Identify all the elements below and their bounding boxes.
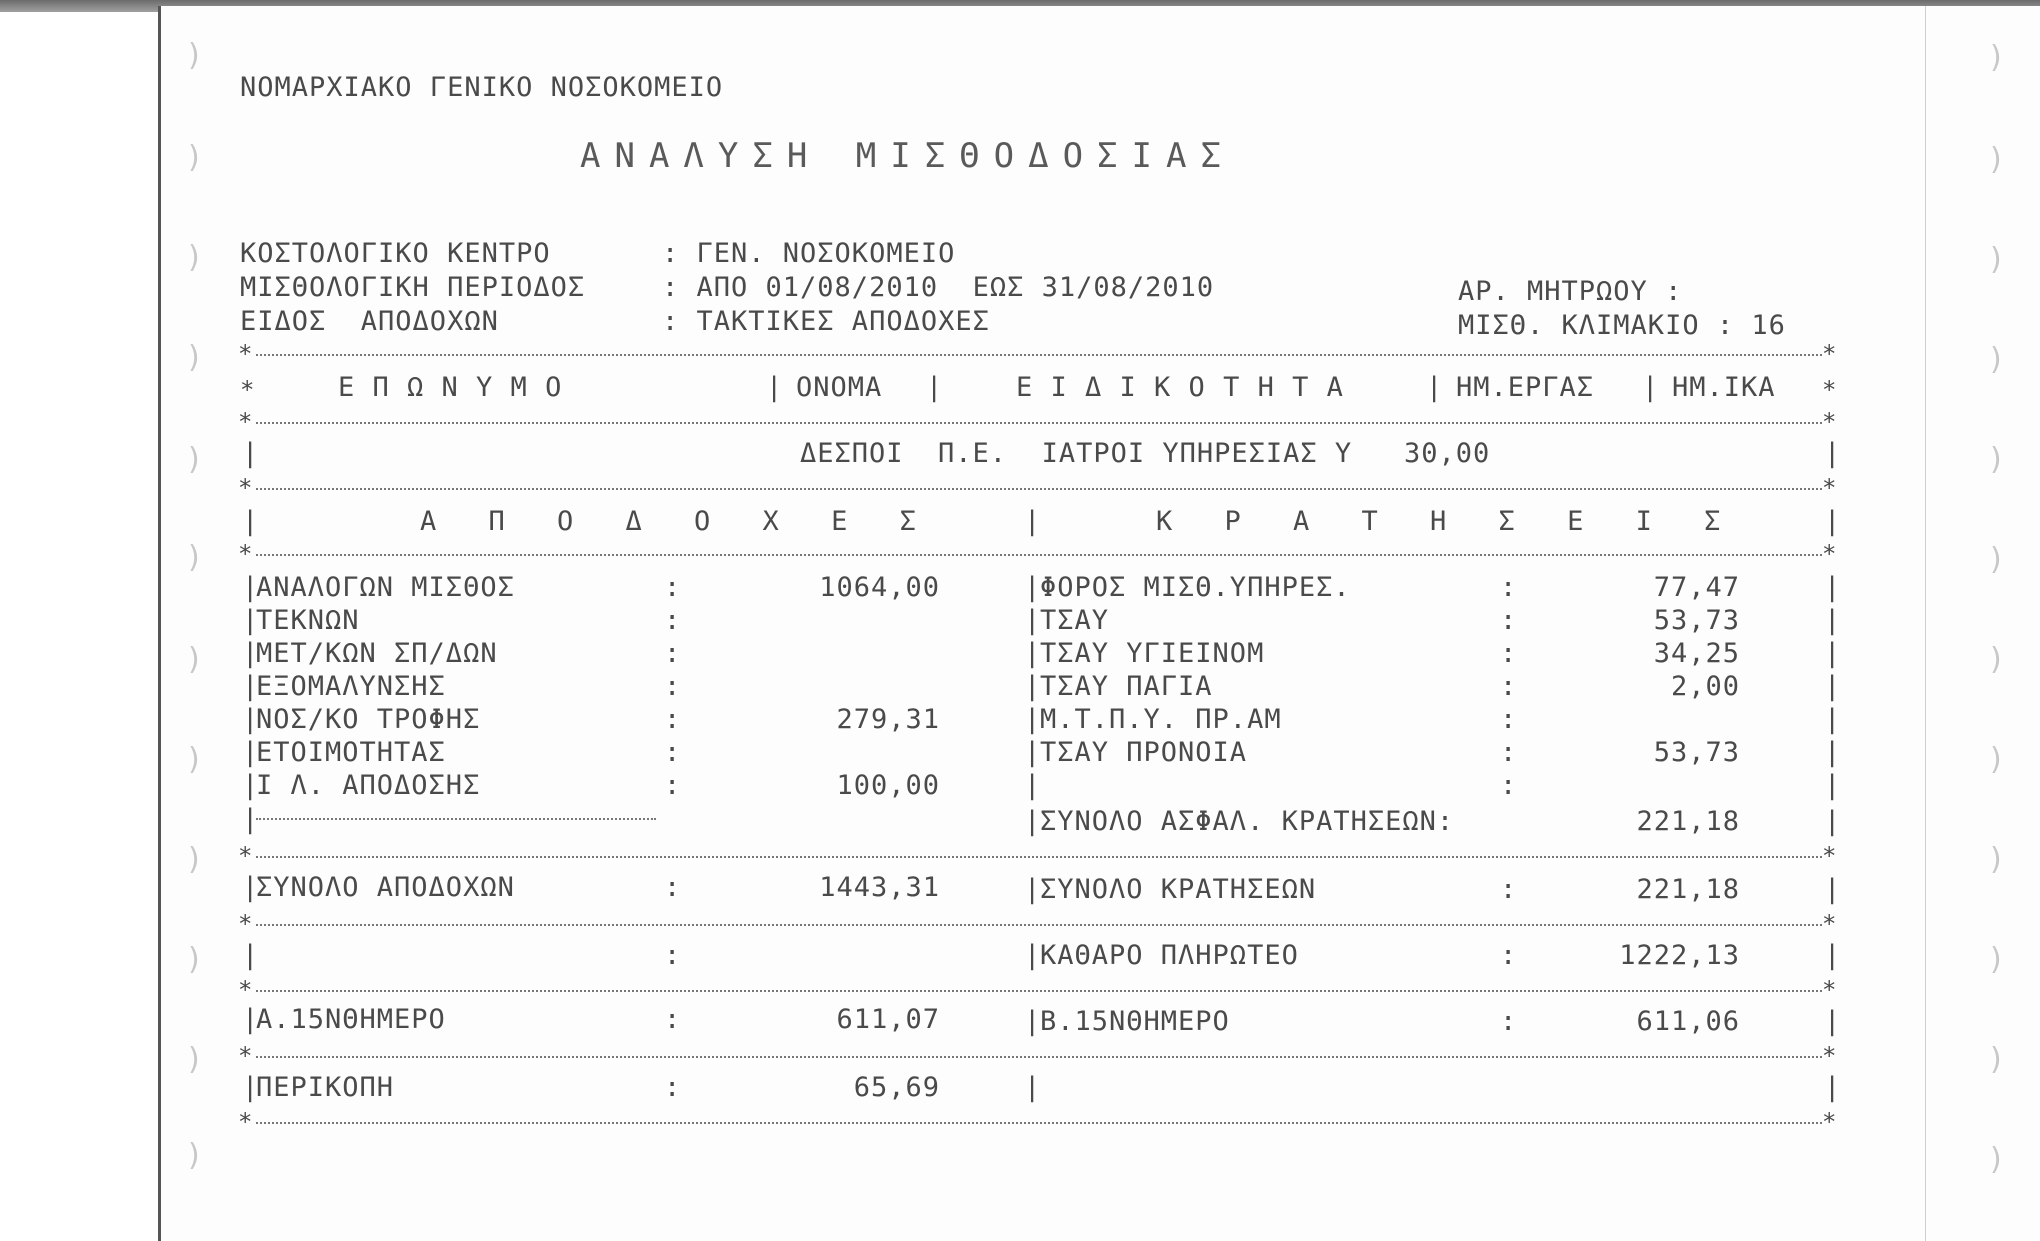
colon-separator: :	[1500, 1006, 1517, 1037]
corner-star-icon: *	[1822, 976, 1837, 1004]
row-border: |	[1824, 806, 1841, 837]
second-fortnight-label: Β.15ΝΘΗΜΕΡΟ	[1040, 1006, 1230, 1037]
row-border: |	[1824, 1072, 1841, 1103]
row-border: |	[242, 770, 259, 801]
row-border: |	[242, 671, 259, 702]
colon-separator: :	[1500, 605, 1517, 636]
right-perforation-line	[1925, 6, 1926, 1241]
earnings-section-title: Α Π Ο Δ Ο Χ Ε Σ	[420, 506, 934, 537]
separator	[256, 818, 656, 820]
row-border: |	[242, 506, 259, 537]
column-divider: |	[1024, 704, 1041, 735]
column-specialty: Ε Ι Δ Ι Κ Ο Τ Η Τ Α	[1016, 372, 1344, 403]
row-star-icon: *	[240, 376, 255, 404]
column-divider: |	[1024, 638, 1041, 669]
earnings-type-value: : ΤΑΚΤΙΚΕΣ ΑΠΟΔΟΧΕΣ	[662, 306, 990, 337]
row-star-icon: *	[1822, 376, 1837, 404]
deduction-label: ΤΣΑΥ ΠΑΓΙΑ	[1040, 671, 1213, 702]
net-pay-label: ΚΑΘΑΡΟ ΠΛΗΡΩΤΕΟ	[1040, 940, 1299, 971]
second-fortnight-value: 611,06	[1636, 1006, 1740, 1037]
left-perforation-strip	[0, 0, 158, 1241]
row-border: |	[1824, 605, 1841, 636]
earning-label: ΤΕΚΝΩΝ	[256, 605, 360, 636]
row-border: |	[1824, 572, 1841, 603]
deduction-value: 53,73	[1653, 737, 1740, 768]
insurance-total-value: 221,18	[1636, 806, 1740, 837]
row-border: |	[1824, 506, 1841, 537]
colon-separator: :	[664, 770, 681, 801]
row-border: |	[242, 572, 259, 603]
colon-separator: :	[1500, 940, 1517, 971]
column-name: ΟΝΟΜΑ	[796, 372, 883, 403]
perforation-hole-icon: )	[1990, 642, 2002, 677]
colon-separator: :	[1500, 572, 1517, 603]
corner-star-icon: *	[238, 474, 253, 502]
deduction-value: 77,47	[1653, 572, 1740, 603]
separator	[256, 1122, 1822, 1124]
colon-separator: :	[1500, 737, 1517, 768]
earning-value: 1064,00	[819, 572, 940, 603]
perforation-hole-icon: )	[188, 1138, 200, 1173]
deduction-label: ΤΣΑΥ	[1040, 605, 1110, 636]
column-work-days: ΗΜ.ΕΡΓΑΣ	[1456, 372, 1595, 403]
perforation-hole-icon: )	[1990, 342, 2002, 377]
row-border: |	[1824, 737, 1841, 768]
separator	[256, 1056, 1822, 1058]
total-earnings-value: 1443,31	[819, 872, 940, 903]
separator	[256, 856, 1822, 858]
perforation-hole-icon: )	[188, 340, 200, 375]
cost-center-label: ΚΟΣΤΟΛΟΓΙΚΟ ΚΕΝΤΡΟ	[240, 238, 551, 269]
colon-separator: :	[1500, 704, 1517, 735]
deduction-value: 53,73	[1653, 605, 1740, 636]
corner-star-icon: *	[1822, 1108, 1837, 1136]
corner-star-icon: *	[1822, 540, 1837, 568]
row-border: |	[242, 438, 259, 469]
colon-separator: :	[664, 1072, 681, 1103]
row-border: |	[1824, 704, 1841, 735]
column-divider: |	[1024, 506, 1041, 537]
cut-label: ΠΕΡΙΚΟΠΗ	[256, 1072, 395, 1103]
perforation-hole-icon: )	[1990, 742, 2002, 777]
perforation-hole-icon: )	[188, 240, 200, 275]
corner-star-icon: *	[1822, 842, 1837, 870]
row-border: |	[1824, 874, 1841, 905]
total-deductions-label: ΣΥΝΟΛΟ ΚΡΑΤΗΣΕΩΝ	[1040, 874, 1317, 905]
specialty-row: ΔΕΣΠΟΙ Π.Ε. ΙΑΤΡΟΙ ΥΠΗΡΕΣΙΑΣ Υ 30,00	[800, 438, 1491, 469]
row-border: |	[242, 737, 259, 768]
row-border: |	[242, 872, 259, 903]
deductions-section-title: Κ Ρ Α Τ Η Σ Ε Ι Σ	[1156, 506, 1739, 537]
perforation-hole-icon: )	[188, 540, 200, 575]
period-label: ΜΙΣΘΟΛΟΓΙΚΗ ΠΕΡΙΟΔΟΣ	[240, 272, 586, 303]
column-divider: |	[1024, 671, 1041, 702]
perforation-hole-icon: )	[188, 842, 200, 877]
total-deductions-value: 221,18	[1636, 874, 1740, 905]
column-divider: |	[1024, 806, 1041, 837]
perforation-hole-icon: )	[188, 642, 200, 677]
colon-separator: :	[664, 572, 681, 603]
earning-label: ΑΝΑΛΟΓΩΝ ΜΙΣΘΟΣ	[256, 572, 515, 603]
period-value: : ΑΠΟ 01/08/2010 ΕΩΣ 31/08/2010	[662, 272, 1215, 303]
row-border: |	[1824, 438, 1841, 469]
earning-value: 279,31	[836, 704, 940, 735]
corner-star-icon: *	[238, 1042, 253, 1070]
salary-scale-label: ΜΙΣΘ. ΚΛΙΜΑΚΙΟ : 16	[1458, 310, 1786, 341]
corner-star-icon: *	[238, 408, 253, 436]
colon-separator: :	[664, 737, 681, 768]
row-border: |	[242, 1004, 259, 1035]
column-divider: |	[1024, 737, 1041, 768]
perforation-hole-icon: )	[1990, 442, 2002, 477]
earning-label: Ι Λ. ΑΠΟΔΟΣΗΣ	[256, 770, 481, 801]
deduction-value: 2,00	[1670, 671, 1740, 702]
row-border: |	[242, 804, 259, 835]
column-divider: |	[1024, 572, 1041, 603]
earning-label: ΕΞΟΜΑΛΥΝΣΗΣ	[256, 671, 446, 702]
perforation-hole-icon: )	[188, 742, 200, 777]
perforation-hole-icon: )	[188, 140, 200, 175]
hospital-name: ΝΟΜΑΡΧΙΑΚΟ ΓΕΝΙΚΟ ΝΟΣΟΚΟΜΕΙΟ	[240, 72, 724, 103]
column-divider: |	[1024, 1006, 1041, 1037]
column-divider: |	[766, 372, 783, 403]
perforation-hole-icon: )	[188, 38, 200, 73]
row-border: |	[242, 1072, 259, 1103]
earning-label: ΝΟΣ/ΚΟ ΤΡΟΦΗΣ	[256, 704, 481, 735]
net-pay-value: 1222,13	[1619, 940, 1740, 971]
colon-separator: :	[1500, 638, 1517, 669]
earning-label: ΕΤΟΙΜΟΤΗΤΑΣ	[256, 737, 446, 768]
corner-star-icon: *	[1822, 408, 1837, 436]
corner-star-icon: *	[238, 1108, 253, 1136]
row-border: |	[1824, 940, 1841, 971]
corner-star-icon: *	[238, 842, 253, 870]
perforation-hole-icon: )	[1990, 542, 2002, 577]
colon-separator: :	[1500, 770, 1517, 801]
perforation-hole-icon: )	[188, 942, 200, 977]
corner-star-icon: *	[238, 910, 253, 938]
perforation-hole-icon: )	[1990, 242, 2002, 277]
earning-value: 100,00	[836, 770, 940, 801]
total-earnings-label: ΣΥΝΟΛΟ ΑΠΟΔΟΧΩΝ	[256, 872, 515, 903]
row-border: |	[1824, 671, 1841, 702]
colon-separator: :	[664, 704, 681, 735]
earning-label: ΜΕΤ/ΚΩΝ ΣΠ/ΔΩΝ	[256, 638, 498, 669]
colon-separator: :	[664, 671, 681, 702]
first-fortnight-label: Α.15ΝΘΗΜΕΡΟ	[256, 1004, 446, 1035]
cost-center-value: : ΓΕΝ. ΝΟΣΟΚΟΜΕΙΟ	[662, 238, 956, 269]
corner-star-icon: *	[1822, 910, 1837, 938]
deduction-value: 34,25	[1653, 638, 1740, 669]
column-surname: Ε Π Ω Ν Υ Μ Ο	[338, 372, 563, 403]
deduction-label: ΦΟΡΟΣ ΜΙΣΘ.ΥΠΗΡΕΣ.	[1040, 572, 1351, 603]
column-divider: |	[1024, 1072, 1041, 1103]
column-ika-days: ΗΜ.ΙΚΑ	[1672, 372, 1776, 403]
separator	[256, 354, 1822, 356]
column-divider: |	[1642, 372, 1659, 403]
separator	[256, 422, 1822, 424]
column-divider: |	[1024, 605, 1041, 636]
row-border: |	[1824, 638, 1841, 669]
colon-separator: :	[664, 940, 681, 971]
perforation-hole-icon: )	[1990, 1142, 2002, 1177]
corner-star-icon: *	[1822, 1042, 1837, 1070]
earnings-type-label: ΕΙΔΟΣ ΑΠΟΔΟΧΩΝ	[240, 306, 499, 337]
column-divider: |	[1024, 940, 1041, 971]
deduction-label: ΤΣΑΥ ΠΡΟΝΟΙΑ	[1040, 737, 1248, 768]
corner-star-icon: *	[238, 340, 253, 368]
perforation-hole-icon: )	[1990, 1042, 2002, 1077]
registry-number-label: ΑΡ. ΜΗΤΡΩΟΥ :	[1458, 276, 1683, 307]
row-border: |	[1824, 770, 1841, 801]
row-border: |	[242, 638, 259, 669]
corner-star-icon: *	[1822, 340, 1837, 368]
column-divider: |	[1024, 874, 1041, 905]
insurance-total-label: ΣΥΝΟΛΟ ΑΣΦΑΛ. ΚΡΑΤΗΣΕΩΝ:	[1040, 806, 1455, 837]
deduction-label: Μ.Τ.Π.Υ. ΠΡ.ΑΜ	[1040, 704, 1282, 735]
colon-separator: :	[664, 1004, 681, 1035]
row-border: |	[242, 704, 259, 735]
perforation-hole-icon: )	[188, 442, 200, 477]
corner-star-icon: *	[1822, 474, 1837, 502]
perforation-hole-icon: )	[1990, 942, 2002, 977]
separator	[256, 924, 1822, 926]
perforation-hole-icon: )	[1990, 40, 2002, 75]
perforation-hole-icon: )	[1990, 142, 2002, 177]
corner-star-icon: *	[238, 540, 253, 568]
cut-value: 65,69	[853, 1072, 940, 1103]
colon-separator: :	[664, 638, 681, 669]
row-border: |	[1824, 1006, 1841, 1037]
column-divider: |	[1426, 372, 1443, 403]
row-border: |	[242, 940, 259, 971]
perforation-hole-icon: )	[188, 1042, 200, 1077]
separator	[256, 990, 1822, 992]
deduction-label: ΤΣΑΥ ΥΓΙΕΙΝΟΜ	[1040, 638, 1265, 669]
perforation-hole-icon: )	[1990, 842, 2002, 877]
column-divider: |	[926, 372, 943, 403]
colon-separator: :	[664, 872, 681, 903]
colon-separator: :	[664, 605, 681, 636]
separator	[256, 488, 1822, 490]
column-divider: |	[1024, 770, 1041, 801]
first-fortnight-value: 611,07	[836, 1004, 940, 1035]
colon-separator: :	[1500, 671, 1517, 702]
document-title: ΑΝΑΛΥΣΗ ΜΙΣΘΟΔΟΣΙΑΣ	[580, 136, 1235, 176]
row-border: |	[242, 605, 259, 636]
separator	[256, 554, 1822, 556]
corner-star-icon: *	[238, 976, 253, 1004]
colon-separator: :	[1500, 874, 1517, 905]
